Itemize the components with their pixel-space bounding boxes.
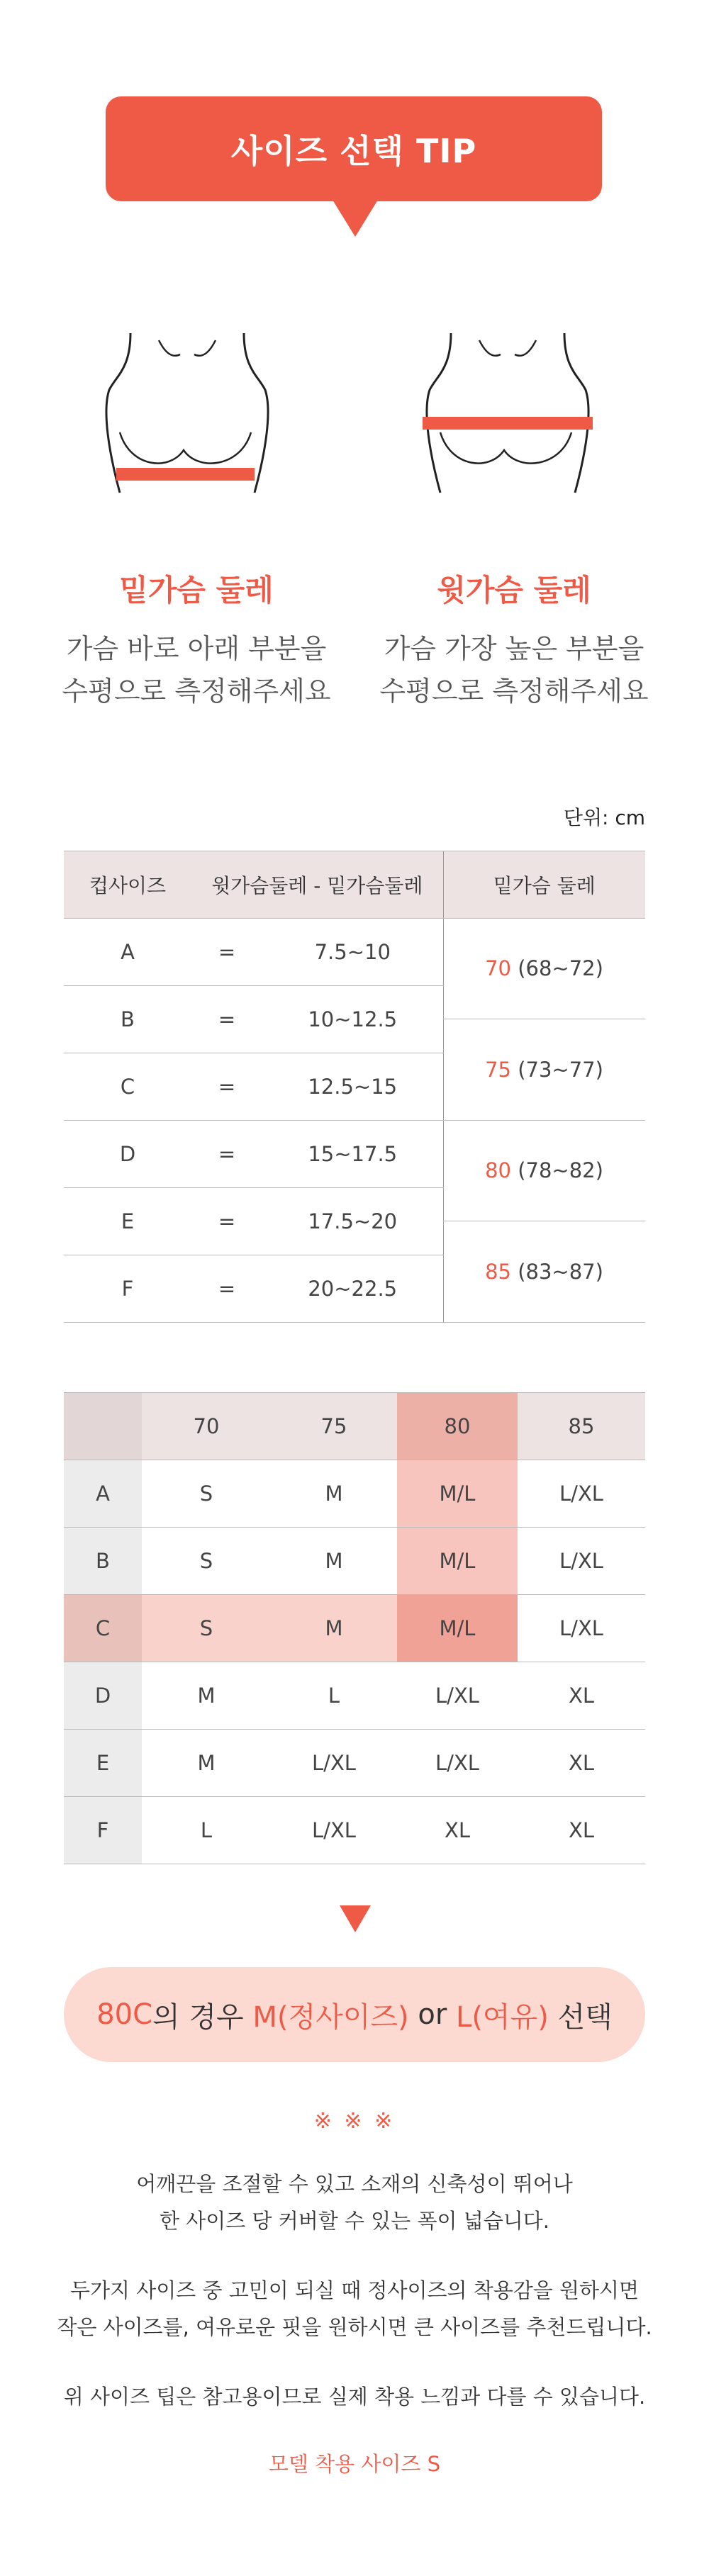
underbust-description [33, 627, 359, 712]
band-size: 70 [485, 956, 511, 980]
title-text: 사이즈 선택 TIP [106, 96, 602, 201]
band-range: (78~82) [518, 1158, 603, 1182]
size-chart-table [64, 1392, 645, 1864]
note-paragraph-2 [0, 2272, 709, 2346]
note-line: 두가지 사이즈 중 고민이 되실 때 정사이즈의 착용감을 원하시면 [69, 2278, 640, 2302]
table-row [64, 1528, 645, 1595]
cup-label: A [64, 919, 191, 986]
recommend-select: 선택 [548, 2000, 613, 2034]
table-header-row [64, 851, 645, 919]
recommend-size: 80C [96, 1998, 153, 2031]
title-banner [106, 96, 602, 201]
row-header: A [64, 1460, 142, 1528]
row-header: D [64, 1662, 142, 1730]
table-cell: M/L [397, 1528, 518, 1595]
table-row [64, 1662, 645, 1730]
underbust-illustration [102, 326, 272, 496]
table-cell: S [142, 1460, 271, 1528]
underbust-title: 밑가슴 둘레 [119, 573, 274, 607]
underbust-desc-line1: 가슴 바로 아래 부분을 [66, 633, 327, 664]
row-header: E [64, 1730, 142, 1797]
table-header-row [64, 1393, 645, 1460]
equals-sign: = [191, 1053, 262, 1121]
overbust-illustration [423, 326, 593, 496]
unit-label: 단위: cm [563, 806, 645, 829]
overbust-desc-line1: 가슴 가장 높은 부분을 [384, 633, 644, 664]
corner-cell [64, 1393, 142, 1460]
header-cup-size: 컵사이즈 [64, 851, 191, 919]
overbust-description [351, 627, 677, 712]
arrow-down-icon [340, 1905, 371, 1932]
note-line: 어깨끈을 조절할 수 있고 소재의 신축성이 뛰어나 [136, 2172, 573, 2196]
table-cell: L/XL [397, 1730, 518, 1797]
recommend-text: 의 경우 [152, 2000, 253, 2034]
band-size: 85 [485, 1259, 511, 1284]
table-cell: L/XL [271, 1730, 397, 1797]
col-header-highlighted: 80 [397, 1393, 518, 1460]
band-80 [443, 1120, 645, 1221]
table-cell: M [142, 1730, 271, 1797]
cup-label: B [64, 986, 191, 1053]
col-header: 75 [271, 1393, 397, 1460]
recommend-or: or [408, 1998, 457, 2031]
row-header: F [64, 1797, 142, 1864]
band-labels [443, 918, 645, 1322]
overbust-desc-line2: 수평으로 측정해주세요 [379, 676, 649, 707]
table-cell: XL [518, 1797, 645, 1864]
table-cell: XL [518, 1730, 645, 1797]
band-range: (73~77) [518, 1057, 603, 1082]
cup-label: D [64, 1121, 191, 1188]
note-line: 한 사이즈 당 커버할 수 있는 폭이 넓습니다. [160, 2209, 549, 2233]
difference-range: 10~12.5 [262, 986, 443, 1053]
note-line: 작은 사이즈를, 여유로운 핏을 원하시면 큰 사이즈를 추천드립니다. [57, 2315, 652, 2339]
table-row [64, 1797, 645, 1864]
recommend-regular: M(정사이즈) [252, 2000, 409, 2034]
table-cell: M [271, 1595, 397, 1662]
note-paragraph-1 [0, 2166, 709, 2239]
band-75 [443, 1019, 645, 1120]
band-size: 75 [485, 1057, 511, 1082]
cup-label: C [64, 1053, 191, 1121]
reference-mark: ※ ※ ※ [313, 2109, 396, 2134]
col-header: 70 [142, 1393, 271, 1460]
difference-range: 12.5~15 [262, 1053, 443, 1121]
header-bust-difference: 윗가슴둘레 - 밑가슴둘레 [191, 851, 443, 919]
band-70 [443, 918, 645, 1019]
col-header: 85 [518, 1393, 645, 1460]
table-row [64, 1730, 645, 1797]
table-cell: S [142, 1528, 271, 1595]
band-size: 80 [485, 1158, 511, 1182]
row-header: C [64, 1595, 142, 1662]
table-row [64, 1460, 645, 1528]
band-range: (68~72) [518, 956, 603, 980]
difference-range: 15~17.5 [262, 1121, 443, 1188]
equals-sign: = [191, 1255, 262, 1323]
table-cell: M [271, 1528, 397, 1595]
overbust-title: 윗가슴 둘레 [437, 573, 591, 607]
table-cell: L/XL [518, 1528, 645, 1595]
note-paragraph-3: 위 사이즈 팁은 참고용이므로 실제 착용 느낌과 다를 수 있습니다. [63, 2385, 646, 2409]
table-cell: XL [518, 1662, 645, 1730]
difference-range: 20~22.5 [262, 1255, 443, 1323]
table-cell: L/XL [271, 1797, 397, 1864]
table-cell: M [271, 1460, 397, 1528]
table-cell: L/XL [518, 1460, 645, 1528]
table-cell: L/XL [397, 1662, 518, 1730]
equals-sign: = [191, 919, 262, 986]
equals-sign: = [191, 1121, 262, 1188]
table-cell: L [271, 1662, 397, 1730]
table-cell: XL [397, 1797, 518, 1864]
table-cell: L/XL [518, 1595, 645, 1662]
difference-range: 17.5~20 [262, 1188, 443, 1255]
recommendation-pill [64, 1967, 645, 2062]
speech-bubble-tail [333, 200, 378, 237]
table-cell: S [142, 1595, 271, 1662]
equals-sign: = [191, 1188, 262, 1255]
cup-label: E [64, 1188, 191, 1255]
underbust-desc-line2: 수평으로 측정해주세요 [62, 676, 331, 707]
equals-sign: = [191, 986, 262, 1053]
recommend-loose: L(여유) [456, 2000, 549, 2034]
band-range: (83~87) [518, 1259, 603, 1284]
row-header: B [64, 1528, 142, 1595]
header-underbust: 밑가슴 둘레 [443, 851, 645, 919]
table-cell: M/L [397, 1460, 518, 1528]
table-cell-highlighted: M/L [397, 1595, 518, 1662]
model-size-note: 모델 착용 사이즈 S [268, 2452, 441, 2476]
table-cell: L [142, 1797, 271, 1864]
difference-range: 7.5~10 [262, 919, 443, 986]
table-cell: M [142, 1662, 271, 1730]
band-85 [443, 1221, 645, 1322]
table-row-highlighted [64, 1595, 645, 1662]
cup-label: F [64, 1255, 191, 1323]
